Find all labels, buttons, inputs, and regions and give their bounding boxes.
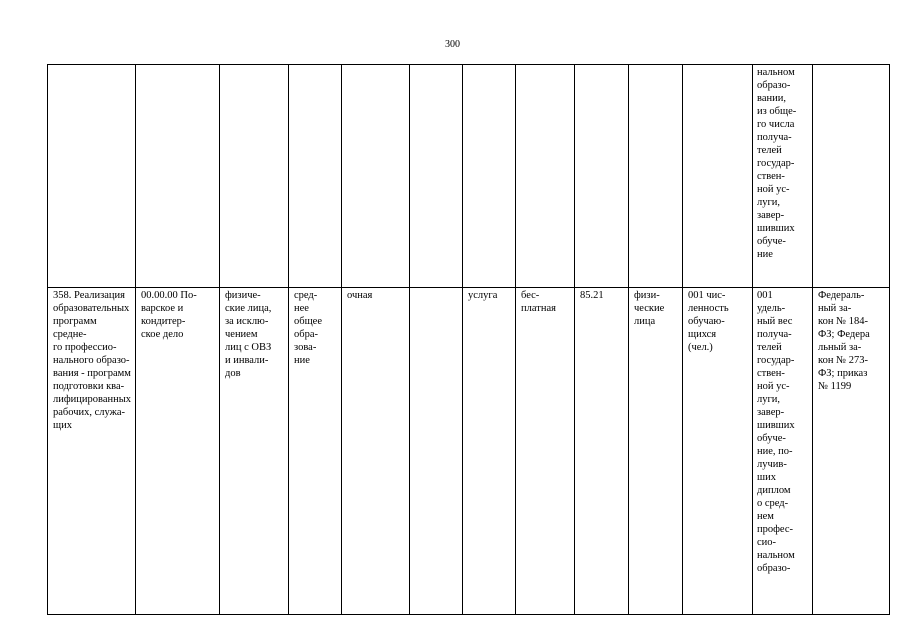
table-cell: нальном образо- вании, из обще- го числа получа- телей государ- ствен- ной ус- луги, завер- шивших обуче- ние <box>753 65 813 288</box>
table-row <box>48 65 890 288</box>
table-cell <box>683 65 753 288</box>
table-cell <box>516 65 575 288</box>
table-cell <box>136 65 220 288</box>
legal-basis-cell: Федераль- ный за- кон № 184- ФЗ; Федера льный за- кон № 273- ФЗ; приказ № 1199 <box>813 288 890 615</box>
consumer-type-cell: физи- ческие лица <box>629 288 683 615</box>
program-code-cell: 00.00.00 По- варское и кондитер- ское дело <box>136 288 220 615</box>
volume-indicator-cell: 001 чис- ленность обучаю- щихся (чел.) <box>683 288 753 615</box>
table-cell <box>342 65 410 288</box>
table-cell <box>410 65 463 288</box>
table-cell <box>629 65 683 288</box>
service-type-cell: услуга <box>463 288 516 615</box>
services-table <box>47 64 890 615</box>
page-number: 300 <box>445 39 460 50</box>
table-cell <box>463 65 516 288</box>
quality-indicator-cell: 001 удель- ный вес получа- телей государ- ствен- ной ус- луги, завер- шивших обуче- ние, по- лучив- ших диплом о сред- нем профес- сио- нальном образо- <box>753 288 813 615</box>
table-cell <box>220 65 289 288</box>
table-cell <box>48 65 136 288</box>
table-cell <box>813 65 890 288</box>
education-level-cell: сред- нее общее обра- зова- ние <box>289 288 342 615</box>
payment-type-cell: бес- платная <box>516 288 575 615</box>
consumer-category-cell: физиче- ские лица, за исклю- чением лиц с ОВЗ и инвали- дов <box>220 288 289 615</box>
service-name-cell: 358. Реализация образовательных программ средне- го профессио- нального образо- вания - программ подготовки ква- лифицированных рабочих, служа- щих <box>48 288 136 615</box>
okved-code-cell: 85.21 <box>575 288 629 615</box>
table-cell <box>410 288 463 615</box>
table-cell <box>289 65 342 288</box>
table-cell <box>575 65 629 288</box>
table-row <box>48 288 890 615</box>
study-form-cell: очная <box>342 288 410 615</box>
